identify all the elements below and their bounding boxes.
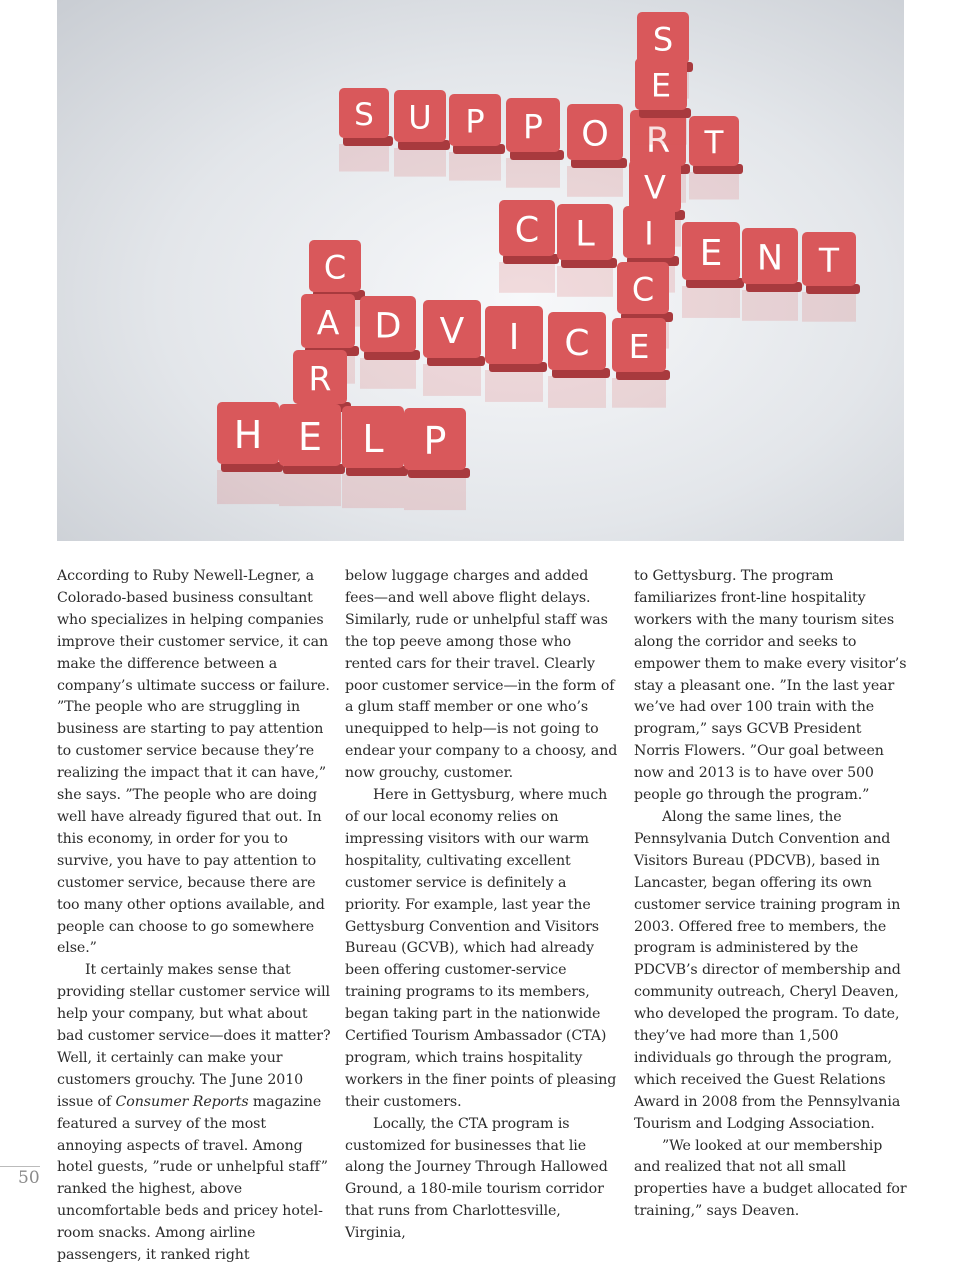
letter-tile <box>485 306 547 402</box>
letter-tile <box>567 104 627 197</box>
letter-tile <box>635 58 691 145</box>
tile-letter: T <box>704 125 724 161</box>
tile-letter: C <box>323 248 347 287</box>
tile-letter: E <box>699 232 723 274</box>
tile-reflection <box>449 152 501 181</box>
tile-letter: R <box>645 120 671 161</box>
tile-letter: E <box>650 66 672 105</box>
tile-reflection <box>682 286 740 318</box>
page-number: 50 <box>18 1168 40 1188</box>
letter-tile <box>548 312 610 408</box>
letter-tile <box>612 318 670 408</box>
tile-letter: I <box>644 214 654 253</box>
letter-tile <box>689 116 743 200</box>
tile-reflection <box>360 358 416 389</box>
tile-reflection <box>394 148 446 177</box>
paragraph: ”We looked at our membership and realized that not all small properties have a budget allocated for training,” says Deaven. <box>634 1137 907 1220</box>
paragraph: Locally, the CTA program is customized for businesses that lie along the Journey Through Hallowed Ground, a 180-mile tourism corridor that runs from Charlottesville, Virginia, <box>345 1115 608 1242</box>
tile-letter: P <box>465 102 485 141</box>
letter-tile <box>217 402 283 504</box>
tile-letter: C <box>514 210 540 251</box>
article-column-3 <box>634 566 909 1223</box>
tile-letter: R <box>308 358 332 398</box>
letter-tile <box>423 300 485 396</box>
article-column-1 <box>57 566 332 1267</box>
tile-reflection <box>567 166 623 197</box>
tile-letter: U <box>408 98 432 137</box>
tile-letter: O <box>581 114 609 155</box>
letter-tile <box>742 228 802 321</box>
tile-reflection <box>612 378 666 408</box>
letter-tile <box>802 232 860 322</box>
tile-letter: V <box>439 310 465 352</box>
tile-reflection <box>423 364 481 396</box>
letter-blocks-image <box>57 0 904 541</box>
tile-letter: L <box>575 214 595 255</box>
tile-reflection <box>339 144 389 172</box>
paragraph: Here in Gettysburg, where much of our local economy relies on impressing visitors with our warm hospitality, cultivating excellent customer service is definitely a priority. For example, last year the Gettysburg Convention and Visitors Bureau (GCVB), which had already been offering customer-service training programs to its members, began taking part in the nationwide Certified Tourism Ambassador (CTA) program, which trains hospitality workers in the finer points of pleasing their customers. <box>345 787 617 1110</box>
letter-tile <box>404 408 470 510</box>
letter-tile <box>499 200 559 293</box>
tile-reflection <box>279 472 341 506</box>
tile-reflection <box>548 376 606 408</box>
letter-tile <box>394 90 450 177</box>
tile-reflection <box>485 370 543 402</box>
tile-letter: E <box>297 414 323 459</box>
letter-tile <box>342 406 408 508</box>
tile-letter: L <box>362 416 384 461</box>
letter-tile <box>557 204 617 297</box>
tile-reflection <box>499 262 555 293</box>
text-run: magazine featured a survey of the most annoying aspects of travel. Among hotel guests, ”rude or unhelpful staff” ranked the highest, above uncomfortable beds and pricey hotel-room snacks. Among airline passengers, it ranked right <box>57 1093 328 1264</box>
letter-tile <box>506 98 564 188</box>
letter-tile <box>339 88 393 172</box>
letter-tile <box>279 404 345 506</box>
tile-letter: P <box>423 418 447 463</box>
publication-title: Consumer Reports <box>115 1093 249 1110</box>
paragraph: below luggage charges and added fees—and well above flight delays. Similarly, rude or unhelpful staff was the top peeve among those who rented cars for their travel. Clearly poor customer service—in the form of a glum staff member or one who’s unequipped to help—is not going to endear your company to a choosy, and now grouchy, customer. <box>345 568 618 782</box>
tile-letter: H <box>233 412 263 457</box>
tile-reflection <box>689 172 739 200</box>
tile-reflection <box>557 266 613 297</box>
tile-reflection <box>404 476 466 510</box>
tile-letter: V <box>644 168 666 207</box>
tile-reflection <box>802 292 856 322</box>
tile-letter: I <box>508 316 520 358</box>
tile-letter: C <box>631 270 655 309</box>
tile-letter: P <box>523 106 543 146</box>
tile-letter: C <box>564 322 590 364</box>
tile-letter: E <box>628 326 650 366</box>
tile-reflection <box>635 116 687 145</box>
tile-letter: T <box>818 240 840 280</box>
page-number-rule <box>0 1166 40 1167</box>
paragraph: According to Ruby Newell-Legner, a Colorado-based business consultant who specializes in helping companies improve their customer service, it can make the difference between a company’s ultimate success or failure. ”The people who are struggling in business are starting to pay attention to customer service because they’re realizing the impact that it can have,” she says. ”The people who are doing well have already figured that out. In this economy, in order for you to survive, you have to pay attention to customer service, because there are too many other options available, and people can choose to go somewhere else.” <box>57 568 330 957</box>
tile-letter: A <box>316 302 340 342</box>
text-run: It certainly makes sense that providing stellar customer service will help your company, but what about bad customer service—does it matter? Well, it certainly can make your customers grouchy. The June 2010 issue of <box>57 962 331 1110</box>
letter-tile <box>449 94 505 181</box>
tile-reflection <box>217 470 279 504</box>
letter-tile <box>682 222 744 318</box>
tile-letter: S <box>354 97 374 133</box>
tile-letter: S <box>652 20 674 59</box>
letter-tile <box>360 296 420 389</box>
tile-letter: D <box>374 306 402 347</box>
tile-reflection <box>742 290 798 321</box>
tile-reflection <box>342 474 404 508</box>
tile-reflection <box>506 158 560 188</box>
hero-photo <box>57 0 904 541</box>
paragraph: Along the same lines, the Pennsylvania Dutch Convention and Visitors Bureau (PDCVB), based in Lancaster, began offering its own customer service training program in 2003. Offered free to members, the program is administered by the PDCVB’s director of membership and community outreach, Cheryl Deaven, who developed the program. To date, they’ve had more than 1,500 individuals go through the program, which received the Guest Relations Award in 2008 from the Pennsylvania Tourism and Lodging Association. <box>634 808 901 1132</box>
paragraph: to Gettysburg. The program familiarizes front-line hospitality workers with the many tourism sites along the corridor and seeks to empower them to make every visitor’s stay a pleasant one. ”In the last year we’ve had over 100 train with the program,” says GCVB President Norris Flowers. ”Our goal between now and 2013 is to have over 500 people go through the program.” <box>634 568 907 804</box>
paragraph <box>57 960 332 1267</box>
article-column-2 <box>345 566 620 1245</box>
tile-letter: N <box>756 238 784 279</box>
